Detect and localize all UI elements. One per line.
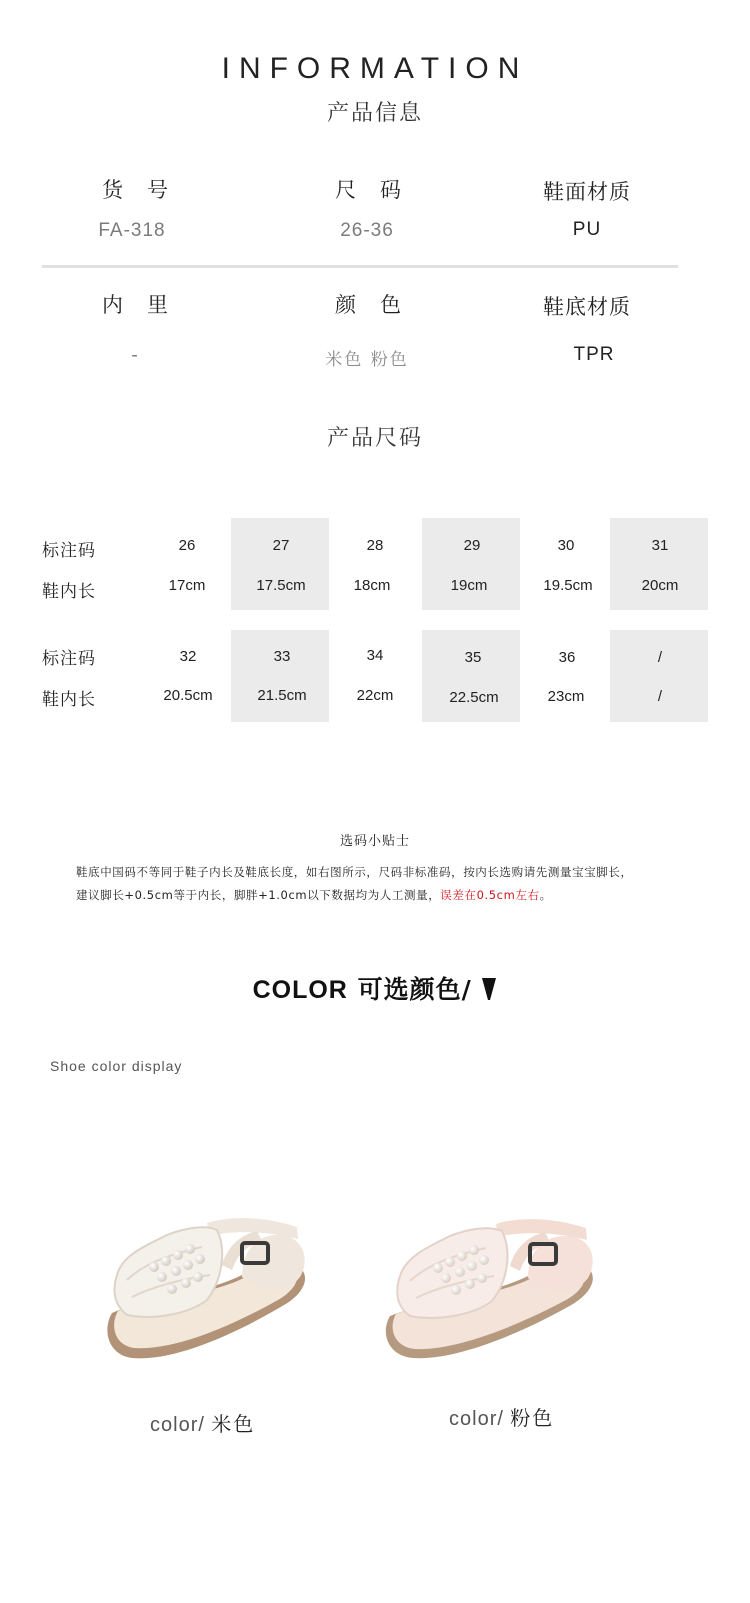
size-cell: 27 <box>272 537 290 554</box>
color-value: 米色 粉色 <box>325 350 409 370</box>
size-cell: 31 <box>651 537 669 554</box>
size-cell: 33 <box>273 648 291 665</box>
size-cell: 35 <box>464 649 482 666</box>
size-tips-text: 建议脚长+0.5cm等于内长，脚胖+1.0cm以下数据均为人工测量， <box>76 888 441 902</box>
size-cell: 26 <box>178 537 196 554</box>
item-no-label: 货号 <box>102 178 192 202</box>
down-triangle-icon <box>481 977 497 1001</box>
size-cell: 29 <box>463 537 481 554</box>
length-cell: 20cm <box>641 577 679 594</box>
size-tips-line-1: 鞋底中国码不等同于鞋子内长及鞋底长度，如右图所示，尺码非标准码，按内长选购请先测量宝宝脚长， <box>76 865 633 879</box>
upper-material-value: PU <box>572 219 602 240</box>
size-row-label: 标注码 <box>42 649 96 669</box>
color-heading-cn: 可选颜色/ <box>357 975 472 1004</box>
size-cell: 28 <box>366 537 384 554</box>
size-col-bg <box>231 518 329 610</box>
length-cell: 19cm <box>450 577 488 594</box>
lining-value: - <box>131 345 139 366</box>
shoe-color-caption: Shoe color display <box>50 1058 183 1074</box>
lining-label: 内里 <box>102 293 192 317</box>
length-cell: 18cm <box>353 577 391 594</box>
size-col-bg <box>422 630 520 722</box>
page-title: INFORMATION <box>221 52 529 85</box>
pink-sandal-image <box>378 1208 603 1373</box>
length-row-label: 鞋内长 <box>42 582 96 602</box>
size-tips-warning: 误差在0.5cm左右 <box>440 888 540 902</box>
size-tips-line-2 <box>76 887 552 903</box>
size-cell: / <box>657 649 663 666</box>
sole-material-value: TPR <box>573 344 615 365</box>
size-col-bg <box>610 518 708 610</box>
shoe-label-beige <box>150 1408 255 1437</box>
length-cell: 17cm <box>168 577 206 594</box>
size-col-bg <box>422 518 520 610</box>
size-row-label: 标注码 <box>42 541 96 561</box>
length-cell: 21.5cm <box>257 687 307 704</box>
shoe-color-name: 米色 <box>211 1412 256 1436</box>
shoe-label-prefix: color/ <box>449 1408 504 1430</box>
shoe-label-prefix: color/ <box>150 1414 205 1436</box>
shoe-label-pink <box>449 1402 554 1431</box>
size-cell: 34 <box>366 647 384 664</box>
size-cell: 32 <box>179 648 197 665</box>
length-cell: 17.5cm <box>256 577 306 594</box>
length-cell: 20.5cm <box>163 687 213 704</box>
sole-material-label: 鞋底材质 <box>543 295 631 319</box>
beige-sandal-image <box>92 1205 317 1375</box>
upper-material-label: 鞋面材质 <box>543 180 631 204</box>
length-cell: 22.5cm <box>449 689 499 706</box>
size-tips-title: 选码小贴士 <box>339 834 410 849</box>
item-no-value: FA-318 <box>98 220 166 241</box>
length-cell: 19.5cm <box>543 577 593 594</box>
size-range-label: 尺码 <box>335 178 425 202</box>
size-tips-end: 。 <box>539 888 552 902</box>
size-cell: 36 <box>558 649 576 666</box>
size-range-value: 26-36 <box>340 220 394 241</box>
size-col-bg <box>231 630 329 722</box>
length-cell: / <box>657 688 663 705</box>
length-row-label: 鞋内长 <box>42 690 96 710</box>
size-col-bg <box>610 630 708 722</box>
size-section-title: 产品尺码 <box>326 426 423 451</box>
size-cell: 30 <box>557 537 575 554</box>
length-cell: 23cm <box>547 688 585 705</box>
length-cell: 22cm <box>356 687 394 704</box>
shoe-color-name: 粉色 <box>510 1406 555 1430</box>
page-subtitle: 产品信息 <box>326 101 423 126</box>
color-heading-en: COLOR <box>252 976 348 1004</box>
info-divider <box>42 265 678 268</box>
color-label: 颜色 <box>335 293 425 317</box>
color-heading <box>0 970 750 1006</box>
